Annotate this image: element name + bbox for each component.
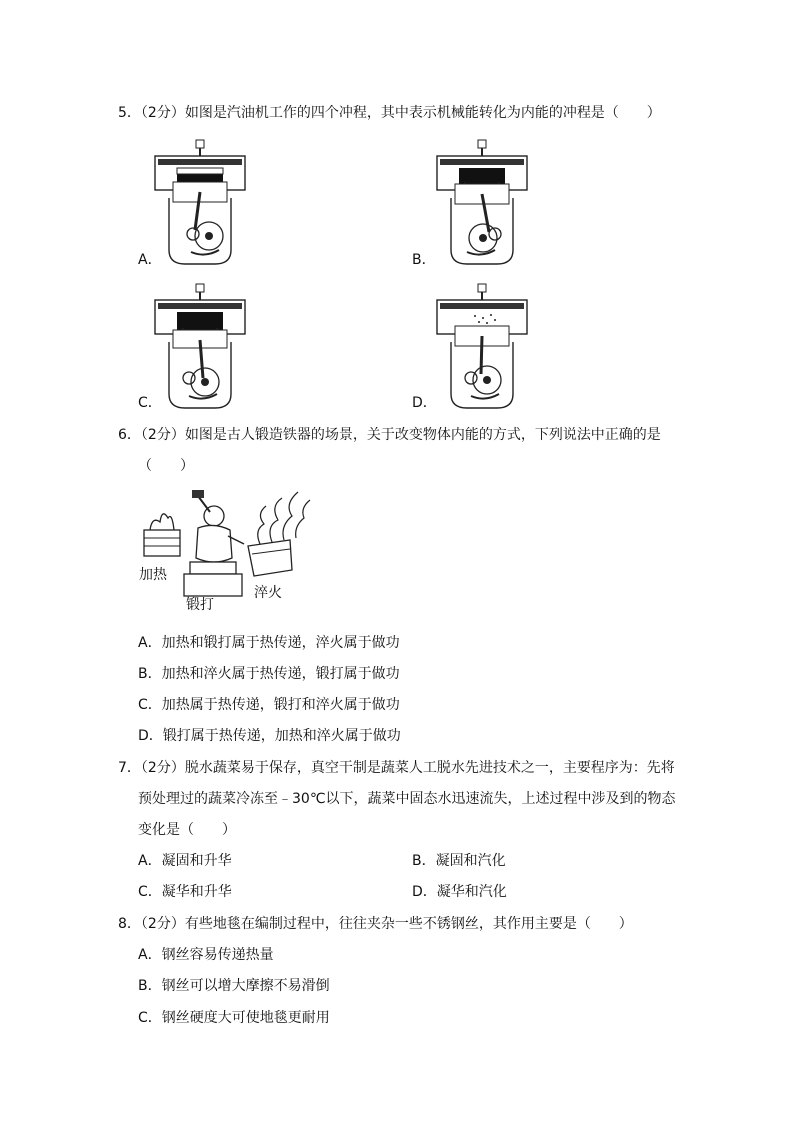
q6-option-b: B．加热和淬火属于热传递，锻打属于做功 [138,666,400,682]
forging-scene-illustration [136,486,326,616]
q7-option-d: D．凝华和汽化 [412,884,507,900]
figure-label-heat: 加热 [139,567,167,583]
q8-stem: 8．（2分）有些地毯在编制过程中，往往夹杂一些不锈钢丝，其作用主要是（ ） [118,916,633,932]
engine-diagram-d [437,282,527,410]
blacksmith-figure [192,490,244,562]
quench-trough [248,492,310,576]
q6-option-c: C．加热属于热传递，锻打和淬火属于做功 [138,697,400,713]
heating-furnace [144,514,180,556]
q5-option-c-label: C． [138,395,162,411]
q7-stem-line-3: 变化是（ ） [138,822,236,838]
figure-label-forge: 锻打 [186,597,214,613]
q5-stem: 5．（2分）如图是汽油机工作的四个冲程，其中表示机械能转化为内能的冲程是（ ） [118,105,661,121]
q7-stem-line-1: 7．（2分）脱水蔬菜易于保存，真空干制是蔬菜人工脱水先进技术之一，主要程序为：先将 [118,760,675,776]
q5-option-b-label: B． [412,252,436,268]
q7-stem-line-2: 预处理过的蔬菜冷冻至﹣30℃以下，蔬菜中固态水迅速流失，上述过程中涉及到的物态 [138,791,676,807]
q8-option-c: C．钢丝硬度大可使地毯更耐用 [138,1010,330,1026]
figure-label-quench: 淬火 [254,585,282,601]
engine-diagram-a [155,138,245,266]
q5-option-d-label: D． [412,395,437,411]
q6-stem: 6．（2分）如图是古人锻造铁器的场景，关于改变物体内能的方式，下列说法中正确的是 [118,427,661,443]
q7-option-a: A．凝固和升华 [138,853,232,869]
q7-option-c: C．凝华和升华 [138,884,232,900]
q8-option-a: A．钢丝容易传递热量 [138,947,274,963]
q7-option-b: B．凝固和汽化 [412,853,506,869]
q5-option-a-label: A． [138,252,162,268]
q6-option-d: D．锻打属于热传递，加热和淬火属于做功 [138,728,401,744]
q6-stem-continuation: （ ） [138,458,194,474]
engine-diagram-b [437,138,527,266]
anvil-block [184,562,242,596]
engine-diagram-c [155,282,245,410]
q8-option-b: B．钢丝可以增大摩擦不易滑倒 [138,978,330,994]
q6-option-a: A．加热和锻打属于热传递，淬火属于做功 [138,635,400,651]
